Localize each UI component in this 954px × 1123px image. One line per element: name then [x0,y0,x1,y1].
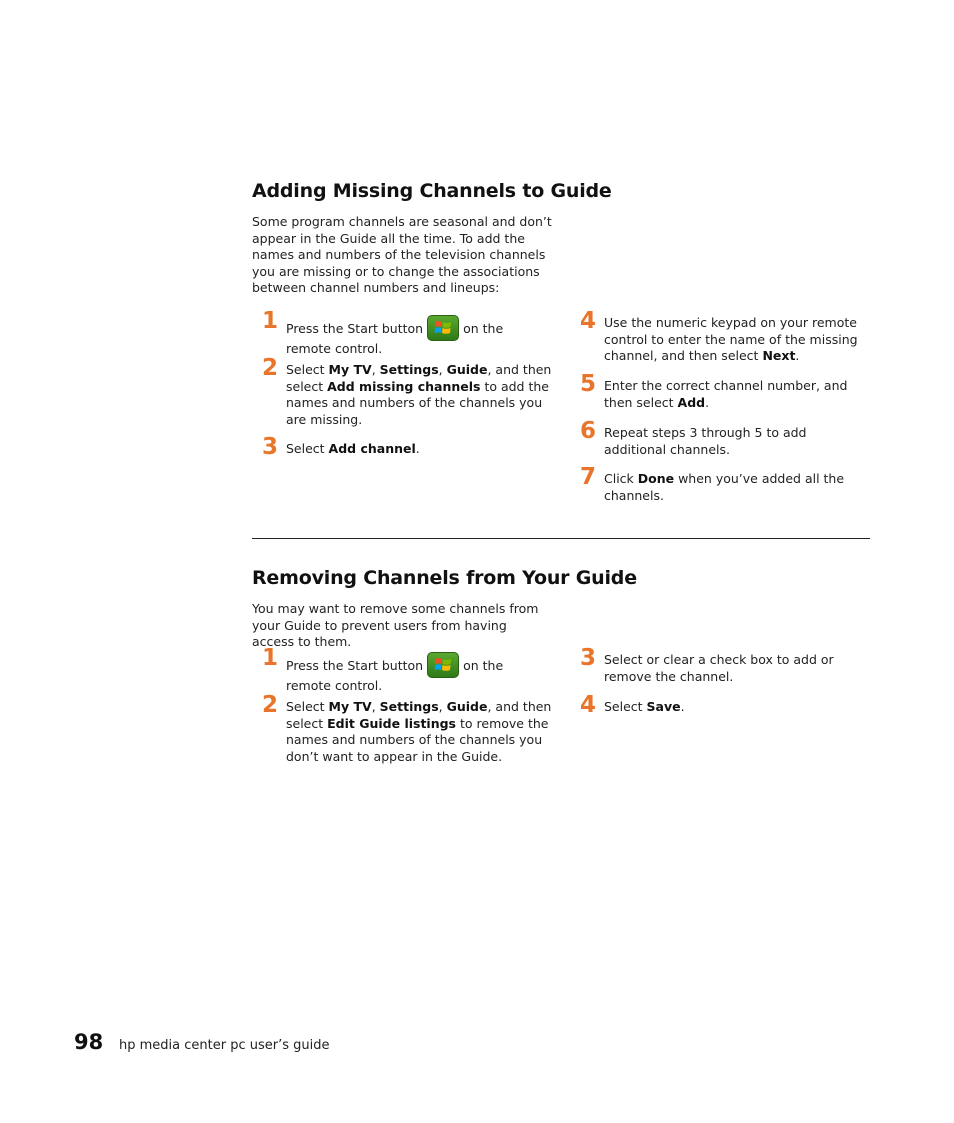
step-number: 1 [262,645,279,671]
step-text: Press the Start button on the remote control. [262,315,552,358]
step-text: Click Done when you’ve added all the channels. [604,471,845,503]
windows-start-button-icon [427,315,459,341]
step-text: Select or clear a check box to add or remove the channel. [604,652,834,684]
section-intro-removing-channels: You may want to remove some channels from your Guide to prevent users from having access to them. [252,601,539,649]
step-adding-7 [580,464,872,504]
section-title-removing-channels: Removing Channels from Your Guide [252,567,637,589]
step-number: 2 [262,355,279,381]
step-adding-3 [262,434,552,460]
section-intro-adding-channels: Some program channels are seasonal and don’t appear in the Guide all the time. To add the names and numbers of the television channels you are missing or to change the associations between channel numbers and lineups: [252,214,552,295]
step-text: Select My TV, Settings, Guide, and then select Add missing channels to add the names and numbers of the channels you are missing. [286,362,552,427]
section-divider [252,538,870,539]
step-number: 5 [580,371,597,397]
step-removing-1 [262,645,552,695]
step-number: 4 [580,692,597,718]
step-text: Press the Start button on the remote control. [262,652,552,695]
page-number: 98 [74,1030,104,1054]
step-removing-2 [262,692,552,765]
step-text: Select Save. [604,699,685,714]
step-text: Select My TV, Settings, Guide, and then select Edit Guide listings to remove the names and numbers of the channels you don’t want to appear in the Guide. [286,699,552,764]
step-adding-5 [580,371,872,411]
step-text: Use the numeric keypad on your remote control to enter the name of the missing channel, and then select Next. [604,315,858,363]
step-number: 3 [262,434,279,460]
step-text: Enter the correct channel number, and then select Add. [604,378,848,410]
step-removing-3 [580,645,872,685]
step-number: 7 [580,464,597,490]
step-removing-4 [580,692,872,718]
step-number: 3 [580,645,597,671]
step-adding-4 [580,308,872,365]
step-number: 4 [580,308,597,334]
footer-title: hp media center pc user’s guide [119,1038,330,1053]
step-adding-2 [262,355,552,428]
section-title-adding-channels: Adding Missing Channels to Guide [252,180,612,202]
step-text: Select Add channel. [286,441,420,456]
step-number: 1 [262,308,279,334]
windows-start-button-icon [427,652,459,678]
step-number: 6 [580,418,597,444]
step-text: Repeat steps 3 through 5 to add additional channels. [604,425,807,457]
step-adding-1 [262,308,552,358]
step-adding-6 [580,418,872,458]
step-number: 2 [262,692,279,718]
